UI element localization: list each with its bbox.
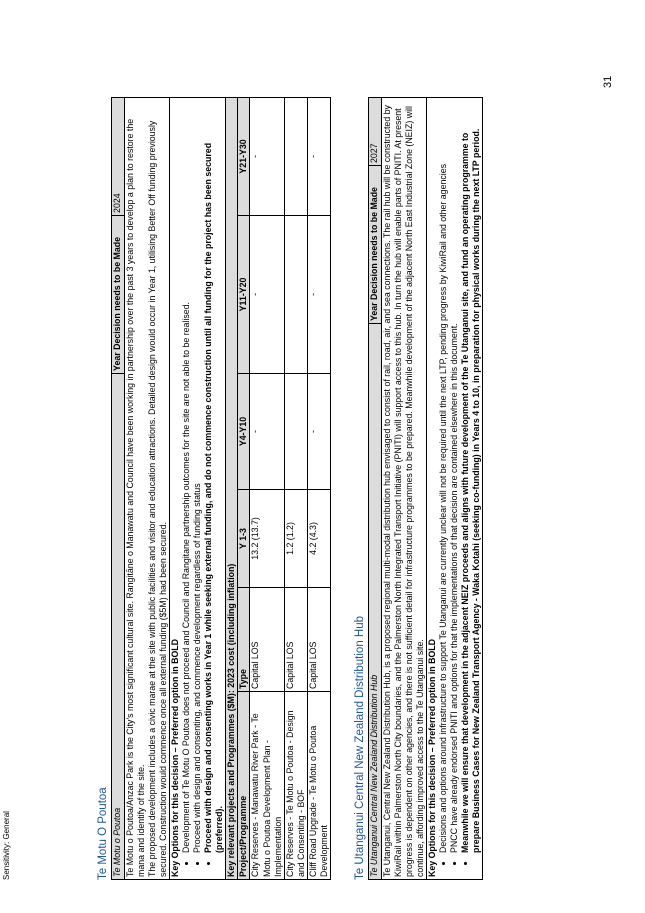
option-item: • Proceed with design and consenting, and commence development regardless of funding status (192, 100, 203, 853)
options-title: Key Options for this decision – Preferred option in BOLD (169, 638, 180, 877)
table-row (307, 97, 330, 879)
table-row (250, 97, 284, 879)
options-cell (426, 98, 482, 880)
col-header-y1-3: Y 1-3 (238, 490, 250, 588)
option-item-preferred: • Proceed with design and consenting works in Year 1 while seeking external funding, and do not commence construction until all funding for the project has been secured (preferred). (203, 100, 225, 853)
value-y11-20 (284, 215, 307, 373)
col-header-project: Project/Programme (238, 692, 250, 880)
te-utanganui-table (368, 97, 483, 880)
description-para: The proposed development includes a civic marae at the site with public facilities and visitor and education attractions. Detailed design would occur in Year 1, utilising Better Off funding previously secured. Construction would commence once all external funding ($5M) had been secured. (146, 120, 168, 877)
col-header-y4-10: Y4-Y10 (238, 373, 250, 489)
te-motu-table (111, 97, 330, 880)
option-item: • Development of Te Motu O Poutoa does not proceed and Council and Rangitane partnership outcomes for the site are not able to be realised. (181, 100, 192, 853)
rotated-content (96, 80, 596, 880)
col-header-y21-30: Y21-Y30 (238, 97, 250, 215)
section-heading-te-motu: Te Motu O Poutoa (97, 787, 109, 880)
decision-year: 2024 (112, 97, 124, 215)
decision-year: 2027 (369, 98, 381, 166)
project-type: Capital LOS (307, 588, 330, 692)
decision-label: Year Decision needs to be Made (112, 215, 124, 373)
project-name: Cliff Road Upgrade - Te Motu o Poutoa Development (307, 692, 330, 880)
options-title: Key Options for this decision – Preferred option in BOLD (426, 638, 437, 877)
value-y4-10: - (250, 373, 284, 489)
options-list (438, 100, 482, 877)
projects-title: Key relevant projects and Programmes ($M): 2023 cost (including inflation) (226, 97, 238, 879)
value-y4-10 (284, 373, 307, 489)
subject-cell: Te Utanganui Central New Zealand Distribution Hub (369, 324, 381, 880)
value-y1-3: 4.2 (4.3) (307, 490, 330, 588)
options-list (181, 100, 225, 877)
description-cell (124, 97, 169, 879)
option-item-preferred: • Meanwhile we will ensure that development in the adjacent NEIZ proceeds and aligns with future development of the Te Utanganui site, and fund an operating programme to prepare Business Cases for New Zealand Transport Agency - Waka Kotahi (seeking co-funding) in Years 4 to 10, in preparation for physical works during the next LTP period. (460, 100, 482, 853)
value-y11-20: - (307, 215, 330, 373)
project-name: City Reserves - Te Motu o Poutoa - Design and Consenting - BOF (284, 692, 307, 880)
col-header-type: Type (238, 588, 250, 692)
description-cell: Te Utanganui, Central New Zealand Distribution Hub, is a proposed regional multi-modal distribution hub envisaged to consist of rail, road, air, and sea connections. The rail hub will be constructed by KiwiRail within Palmerston North City boundaries, and the Palmerston North Integrated Transport Initiative (PNITI) will support access to this hub. In turn the hub will enable parts of PNITI. At present progress is dependent on other agencies, and there is not sufficient detail for infrastructure programmes to be prepared. Meanwhile development of the adjacent North East Industrial Zone (NEIZ) will continue, affording improved access to the Te Utanganui site. (381, 98, 426, 880)
subject-cell: Te Motu o Poutoa (112, 373, 124, 879)
value-y1-3: 13.2 (13.7) (250, 490, 284, 588)
description-para: Te Motu o Poutoa/Anzac Park is the City's most significant cultural site. Rangitāne o Manawatu and Council have been working in partnership over the past 3 years to develop a plan to restore the mana and identify of the site. (124, 118, 146, 877)
value-y21-30: - (250, 97, 284, 215)
value-y21-30: - (307, 97, 330, 215)
page-number: 31 (602, 75, 614, 88)
value-y21-30 (284, 97, 307, 215)
value-y1-3: 1.2 (1.2) (284, 490, 307, 588)
project-type: Capital LOS (250, 588, 284, 692)
section-heading-te-utanganui: Te Utanganui Central New Zealand Distribution Hub (353, 615, 366, 880)
sensitivity-label: Sensitivity: General (2, 811, 11, 880)
value-y4-10: - (307, 373, 330, 489)
project-name: City Reserves - Manawatu River Park - Te Motu o Poutoa Development Plan - Implementation (250, 692, 284, 880)
value-y11-20: - (250, 215, 284, 373)
option-item: • PNCC have already endorsed PNITI and options for that the implementations of that decision are contained elsewhere in this document. (449, 100, 460, 853)
decision-label: Year Decision needs to be Made (369, 166, 381, 324)
options-cell (169, 97, 225, 879)
col-header-y11-20: Y11-Y20 (238, 215, 250, 373)
project-type: Capital LOS (284, 588, 307, 692)
option-item: • Decisions and options around infrastructure to support Te Utanganui are currently unclear will not be required until the next LTP, pending progress by KiwiRail and other agencies (438, 100, 449, 853)
table-row (284, 97, 307, 879)
